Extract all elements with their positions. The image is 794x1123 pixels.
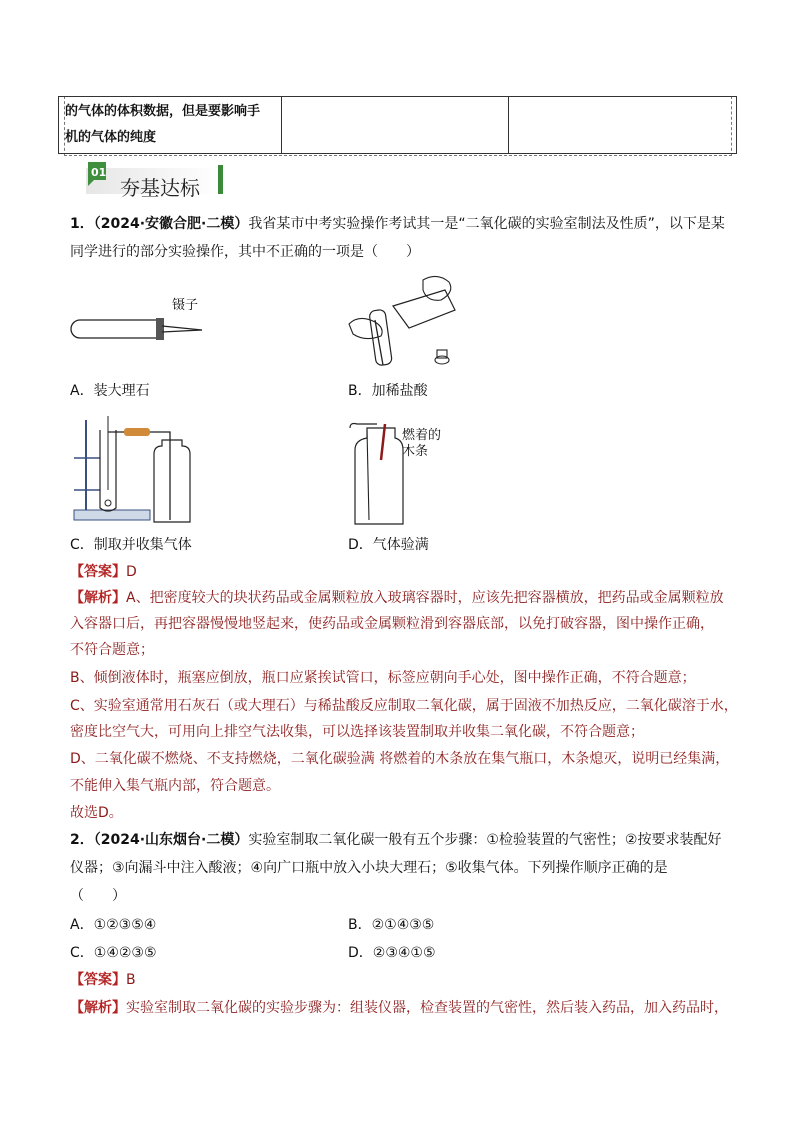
pouring-liquid-figure xyxy=(345,270,475,370)
q1-answer xyxy=(70,558,137,586)
q2-option-d: D．②③④①⑤ xyxy=(348,945,436,961)
q1-option-c: C．制取并收集气体 xyxy=(70,537,192,553)
q2-analysis-line-1: 【解析】实验室制取二氧化碳的实验步骤为：组装仪器，检查装置的气密性，然后装入药品，加入药品时， xyxy=(70,1000,728,1016)
q2-text-3: （ ） xyxy=(70,888,126,904)
q1-analysis-line-9: 故选D。 xyxy=(70,805,123,821)
q2-option-b: B．②①④③⑤ xyxy=(348,917,435,933)
q2-answer-value: B xyxy=(126,972,136,988)
q2-answer-tag: 【答案】 xyxy=(70,972,126,988)
q1-answer-tag: 【答案】 xyxy=(70,564,126,580)
q1-option-d: D．气体验满 xyxy=(348,537,429,553)
q2-analysis-tag: 【解析】 xyxy=(70,1000,126,1016)
q2-line-1 xyxy=(70,826,721,854)
q1-analysis-line-5: C、实验室通常用石灰石（或大理石）与稀盐酸反应制取二氧化碳，属于固液不加热反应，二氧化碳溶于水， xyxy=(70,698,738,714)
q1-analysis-line-8: 不能伸入集气瓶内部，符合题意。 xyxy=(70,778,280,794)
q1-analysis-line-1: 【解析】A、把密度较大的块状药品或金属颗粒放入玻璃容器时，应该先把容器横放，把药品或金属颗粒放 xyxy=(70,590,724,606)
section-title: 夯基达标 xyxy=(120,176,200,200)
q1-text-1: 我省某市中考实验操作考试其一是“二氧化碳的实验室制法及性质”，以下是某 xyxy=(248,216,725,232)
q1-analysis-line-7: D、二氧化碳不燃烧、不支持燃烧，二氧化碳验满 将燃着的木条放在集气瓶口，木条熄灭，说明已经集满， xyxy=(70,751,730,767)
gas-apparatus-figure xyxy=(70,410,200,525)
q1-analysis-line-6: 密度比空气大，可用向上排空气法收集，可以选择该装置制取并收集二氧化碳，不符合题意； xyxy=(70,724,644,740)
q1-text-2: 同学进行的部分实验操作，其中不正确的一项是（ ） xyxy=(70,244,420,260)
table-cell-2 xyxy=(281,97,509,153)
q1-option-b: B．加稀盐酸 xyxy=(348,383,428,399)
q2-option-c: C．①④②③⑤ xyxy=(70,945,157,961)
q2-answer xyxy=(70,966,136,994)
q2-option-a: A．①②③⑤④ xyxy=(70,917,157,933)
q1-line-1 xyxy=(70,210,725,238)
q1-source: （2024·安徽合肥·二模） xyxy=(93,216,249,232)
q2-text-1: 实验室制取二氧化碳一般有五个步骤：①检验装置的气密性；②按要求装配好 xyxy=(248,832,722,848)
burning-stick-label-2: 木条 xyxy=(402,444,429,459)
table-cell-line-1: 的气体的体积数据，但是要影响手 xyxy=(65,104,261,119)
q1-analysis-line-4: B、倾倒液体时，瓶塞应倒放，瓶口应紧挨试管口，标签应朝向手心处，图中操作正确，不符合题意； xyxy=(70,670,696,686)
q2-number: 2． xyxy=(70,832,94,848)
q1-analysis-line-3: 不符合题意； xyxy=(70,642,154,658)
q1-analysis-tag: 【解析】 xyxy=(70,590,126,606)
q1-analysis-line-2: 入容器口后，再把容器慢慢地竖起来，使药品或金属颗粒滑到容器底部，以免打破容器，图中操作正确， xyxy=(70,616,714,632)
tweezers-label: 镊子 xyxy=(172,298,199,313)
table-cell-line-2: 机的气体的纯度 xyxy=(65,130,157,145)
q1-option-a: A．装大理石 xyxy=(70,383,150,399)
q1-answer-value: D xyxy=(126,564,137,580)
section-banner xyxy=(86,166,226,200)
q2-text-2: 仪器；③向漏斗中注入酸液；④向广口瓶中放入小块大理石；⑤收集气体。下列操作顺序正确的是 xyxy=(70,860,668,876)
table-cell-3 xyxy=(508,97,735,153)
data-table xyxy=(58,96,737,154)
burning-stick-label-1: 燃着的 xyxy=(402,428,442,443)
table-cell-1 xyxy=(59,97,282,153)
q1-number: 1． xyxy=(70,216,94,232)
q2-source: （2024·山东烟台·二模） xyxy=(93,832,249,848)
section-badge: 01 xyxy=(91,166,107,179)
